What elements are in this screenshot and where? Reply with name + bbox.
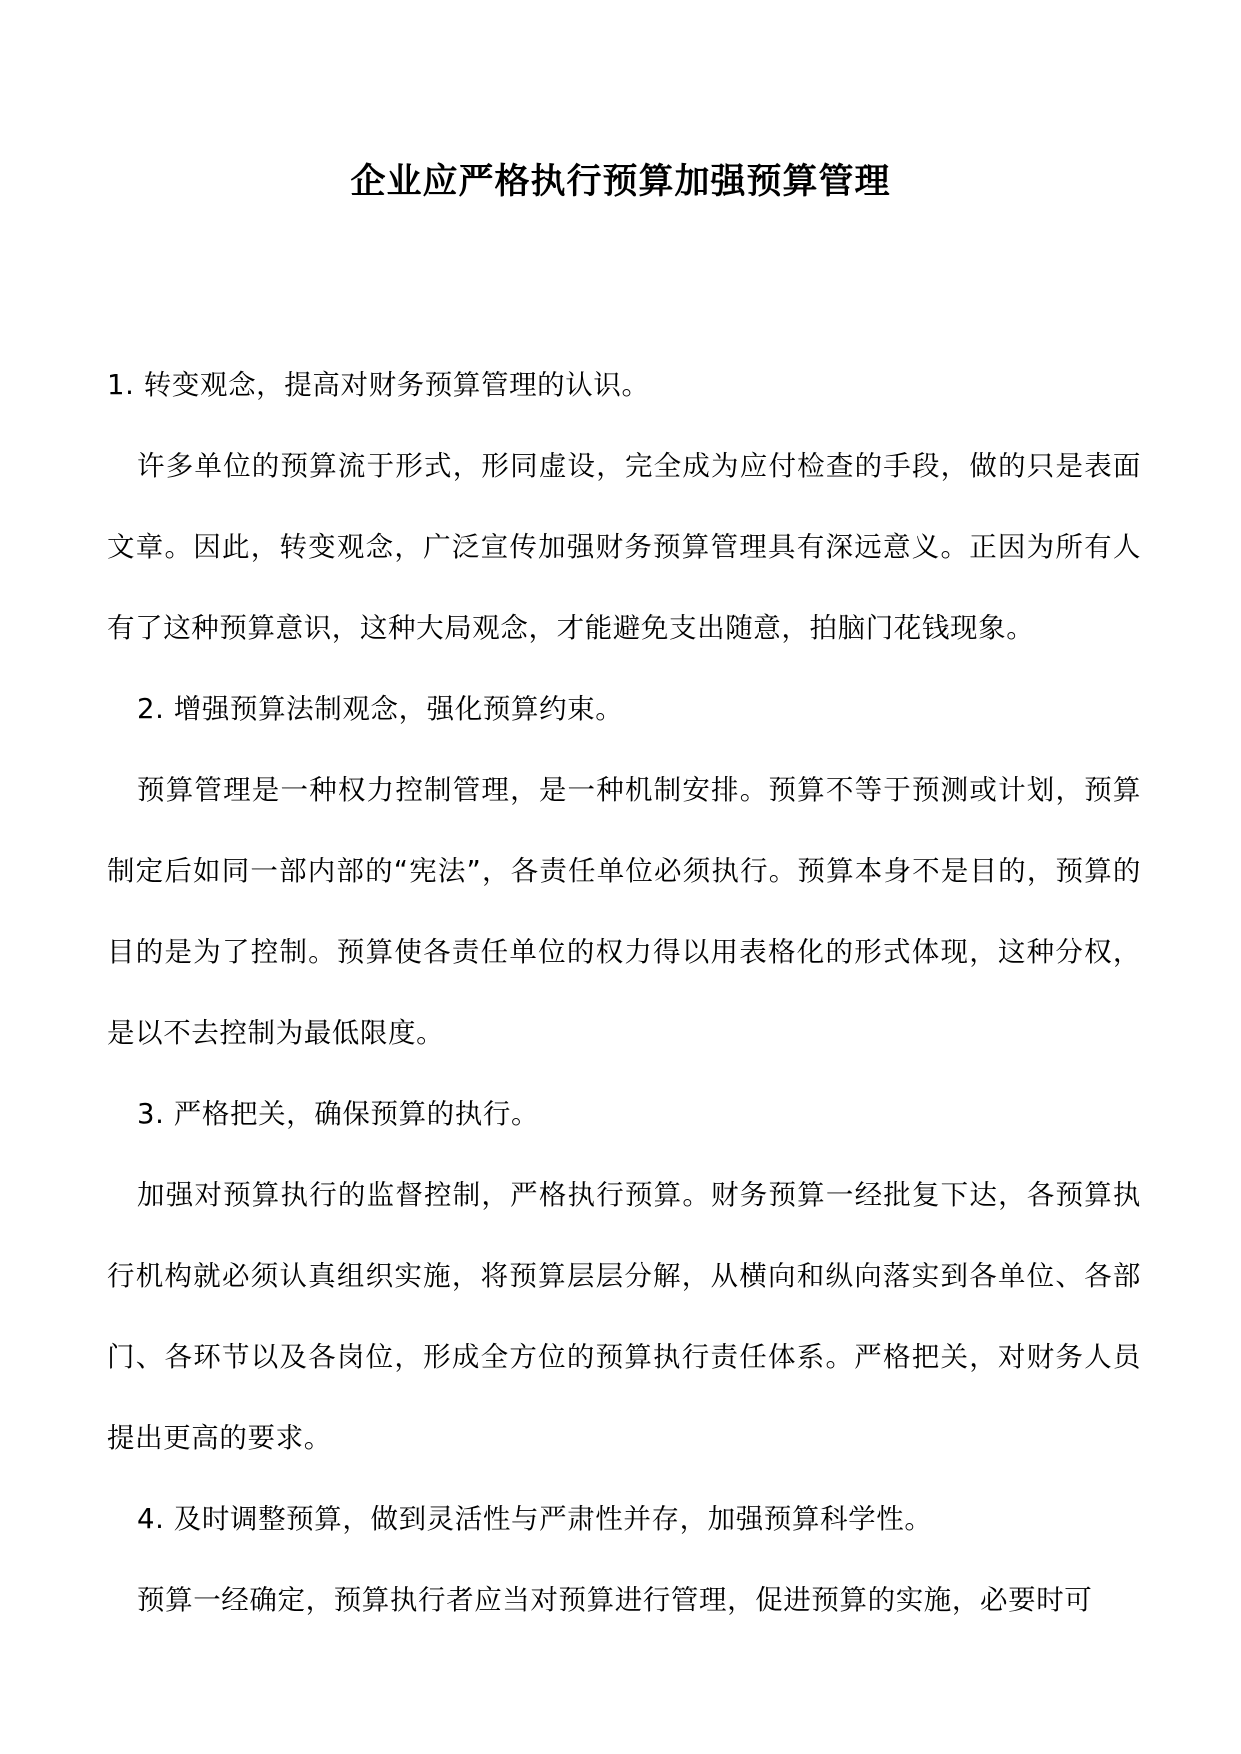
paragraph-body-2: 预算管理是一种权力控制管理，是一种机制安排。预算不等于预测或计划，预算制定后如同一部内部的“宪法”，各责任单位必须执行。预算本身不是目的，预算的目的是为了控制。预算使各责任单位的权力得以用表格化的形式体现，这种分权，是以不去控制为最低限度。 — [107, 774, 1141, 1049]
paragraph-body-3: 加强对预算执行的监督控制，严格执行预算。财务预算一经批复下达，各预算执行机构就必须认真组织实施，将预算层层分解，从横向和纵向落实到各单位、各部门、各环节以及各岗位，形成全方位的预算执行责任体系。严格把关，对财务人员提出更高的要求。 — [107, 1179, 1141, 1454]
document-body — [107, 345, 1141, 1641]
paragraph-heading-4: 4. 及时调整预算，做到灵活性与严肃性并存，加强预算科学性。 — [137, 1503, 933, 1535]
paragraph-heading-1: 1. 转变观念，提高对财务预算管理的认识。 — [107, 369, 650, 401]
paragraph-body-4: 预算一经确定，预算执行者应当对预算进行管理，促进预算的实施，必要时可 — [137, 1584, 1093, 1616]
paragraph-body-1: 许多单位的预算流于形式，形同虚设，完全成为应付检查的手段，做的只是表面文章。因此，转变观念，广泛宣传加强财务预算管理具有深远意义。正因为所有人有了这种预算意识，这种大局观念，才能避免支出随意，拍脑门花钱现象。 — [107, 450, 1141, 644]
paragraph-heading-2: 2. 增强预算法制观念，强化预算约束。 — [137, 693, 624, 725]
paragraph-heading-3: 3. 严格把关，确保预算的执行。 — [137, 1098, 540, 1130]
document-title: 企业应严格执行预算加强预算管理 — [350, 161, 891, 202]
